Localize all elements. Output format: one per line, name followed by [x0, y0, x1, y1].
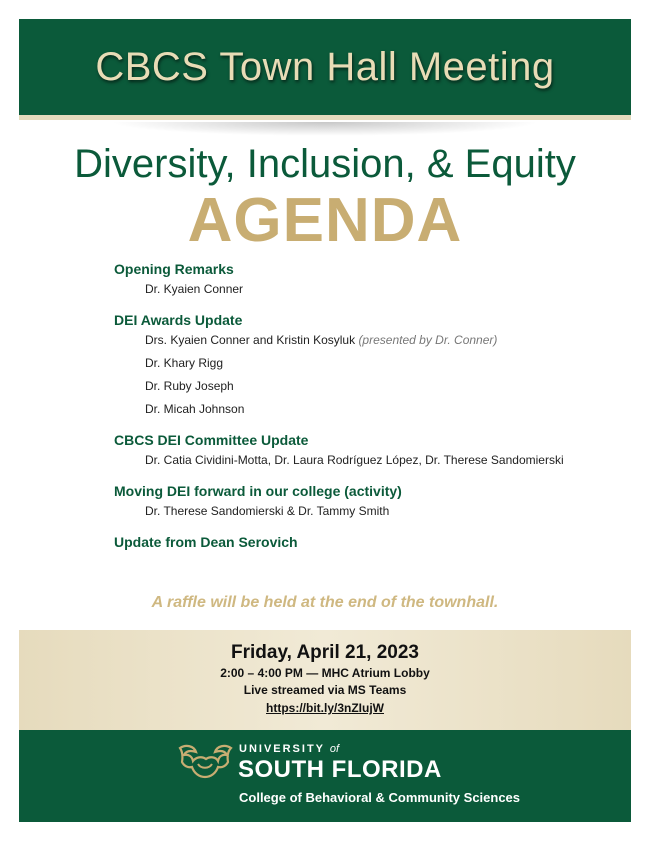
speaker: Dr. Kyaien Conner: [145, 282, 244, 296]
section-title: Update from Dean Serovich: [114, 534, 298, 550]
university-label: [239, 743, 339, 755]
section-title: Moving DEI forward in our college (activity): [114, 483, 402, 499]
university-word: UNIVERSITY: [239, 743, 325, 755]
header-banner: [19, 19, 631, 115]
section-title: CBCS DEI Committee Update: [114, 432, 309, 448]
agenda-section: [114, 431, 614, 472]
speaker-name: Drs. Kyaien Conner and Kristin Kosyluk: [145, 333, 356, 347]
event-stream: Live streamed via MS Teams: [243, 683, 407, 697]
event-date: Friday, April 21, 2023: [231, 642, 419, 663]
speaker: Dr. Khary Rigg: [145, 356, 224, 370]
banner-underline: [19, 115, 631, 120]
agenda-section: [114, 533, 614, 551]
page-title: CBCS Town Hall Meeting: [95, 44, 555, 89]
university-name: SOUTH FLORIDA: [238, 756, 442, 783]
agenda-section: [114, 260, 614, 301]
footer: [19, 730, 631, 822]
raffle-note: A raffle will be held at the end of the townhall.: [151, 594, 499, 611]
event-link[interactable]: https://bit.ly/3nZIujW: [266, 701, 384, 715]
section-title: Opening Remarks: [114, 261, 234, 277]
subtitle: Diversity, Inclusion, & Equity: [74, 142, 576, 186]
speaker: Dr. Ruby Joseph: [145, 379, 234, 393]
event-info-band: [19, 630, 631, 730]
divider-shadow: [110, 122, 540, 136]
agenda-section: [114, 482, 614, 523]
speaker: Dr. Catia Cividini-Motta, Dr. Laura Rodríguez López, Dr. Therese Sandomierski: [145, 453, 564, 467]
bull-logo-icon: [176, 742, 234, 782]
agenda-heading: AGENDA: [187, 186, 463, 255]
agenda-section: [114, 311, 614, 421]
speaker: [145, 329, 614, 352]
speaker-note: (presented by Dr. Conner): [358, 333, 498, 347]
agenda-list: [114, 260, 614, 551]
section-title: DEI Awards Update: [114, 312, 243, 328]
university-of: of: [329, 743, 340, 755]
college-name: College of Behavioral & Community Sciences: [239, 790, 521, 805]
speaker: Dr. Micah Johnson: [145, 402, 245, 416]
speaker: Dr. Therese Sandomierski & Dr. Tammy Smith: [145, 504, 390, 518]
event-time-location: 2:00 – 4:00 PM — MHC Atrium Lobby: [220, 666, 430, 680]
